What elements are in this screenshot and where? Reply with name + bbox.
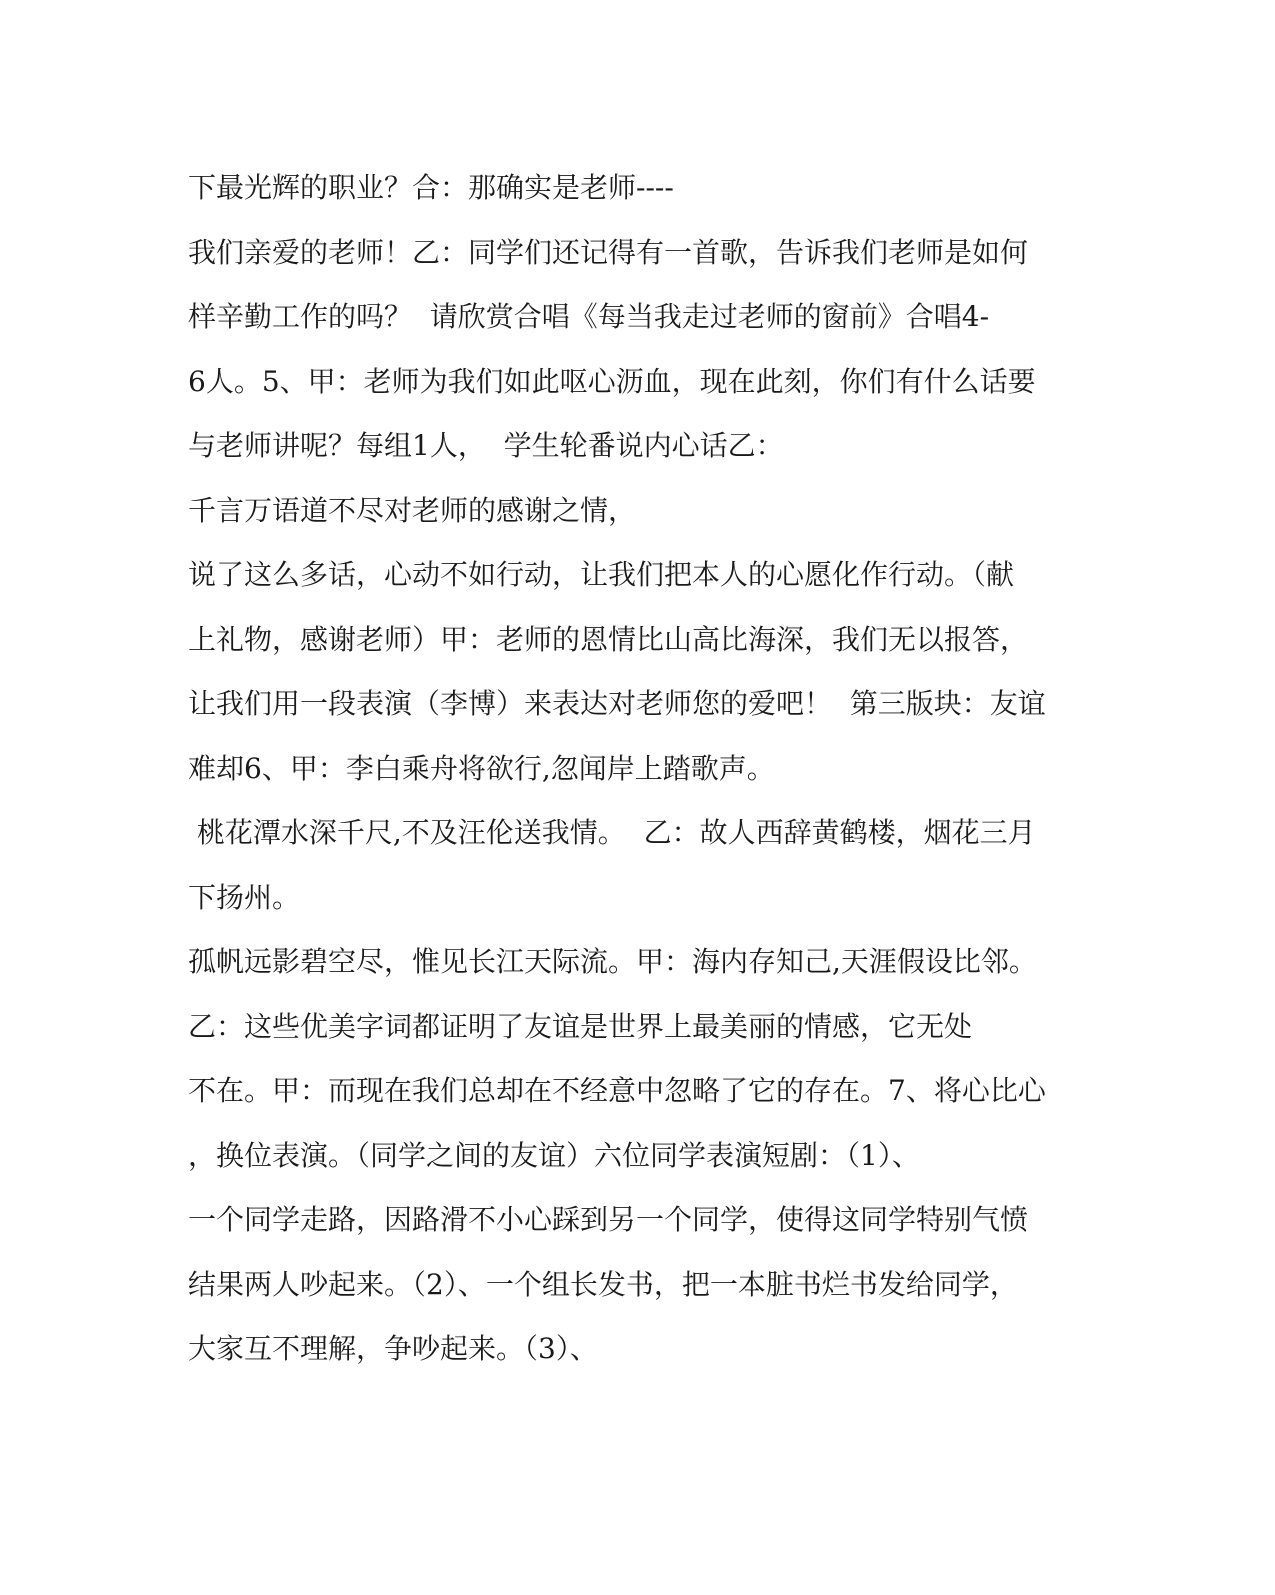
text-line-15: 不在。甲：而现在我们总却在不经意中忽略了它的存在。7、将心比心 [188,1074,1046,1107]
text-line-1: 下最光辉的职业？合：那确实是老师---- [188,171,674,204]
text-line-19: 大家互不理解，争吵起来。（3）、 [188,1332,598,1365]
text-line-5: 与老师讲呢？每组1人， 学生轮番说内心话乙： [188,429,784,462]
text-line-3: 样辛勤工作的吗？ 请欣赏合唱《每当我走过老师的窗前》合唱4- [188,300,990,333]
text-line-7: 说了这么多话，心动不如行动，让我们把本人的心愿化作行动。（献 [188,558,1015,591]
text-line-10: 难却6、甲：李白乘舟将欲行,忽闻岸上踏歌声。 [188,751,775,785]
text-line-4: 6人。5、甲：老师为我们如此呕心沥血，现在此刻，你们有什么话要 [188,364,1036,398]
text-line-2: 我们亲爱的老师！乙：同学们还记得有一首歌，告诉我们老师是如何 [188,235,1029,269]
text-line-17: 一个同学走路，因路滑不小心踩到另一个同学，使得这同学特别气愤 [188,1203,1029,1236]
text-line-14: 乙：这些优美字词都证明了友谊是世界上最美丽的情感，它无处 [188,1009,973,1043]
body-text [188,156,1088,1382]
text-line-9: 让我们用一段表演（李博）来表达对老师您的爱吧！ 第三版块：友谊 [188,687,1046,720]
text-line-6: 千言万语道不尽对老师的感谢之情， [188,493,637,527]
text-line-11: 桃花潭水深千尺,不及汪伦送我情。 乙：故人西辞黄鹤楼，烟花三月 [188,816,1036,849]
text-line-12: 下扬州。 [188,880,301,914]
text-line-8: 上礼物，感谢老师）甲：老师的恩情比山高比海深，我们无以报答， [188,622,1029,656]
text-line-18: 结果两人吵起来。（2）、一个组长发书，把一本脏书烂书发给同学， [188,1267,1018,1301]
text-line-13: 孤帆远影碧空尽，惟见长江天际流。甲：海内存知己,天涯假设比邻。 [188,945,1037,978]
text-line-16: ，换位表演。（同学之间的友谊）六位同学表演短剧：（1）、 [188,1138,920,1172]
